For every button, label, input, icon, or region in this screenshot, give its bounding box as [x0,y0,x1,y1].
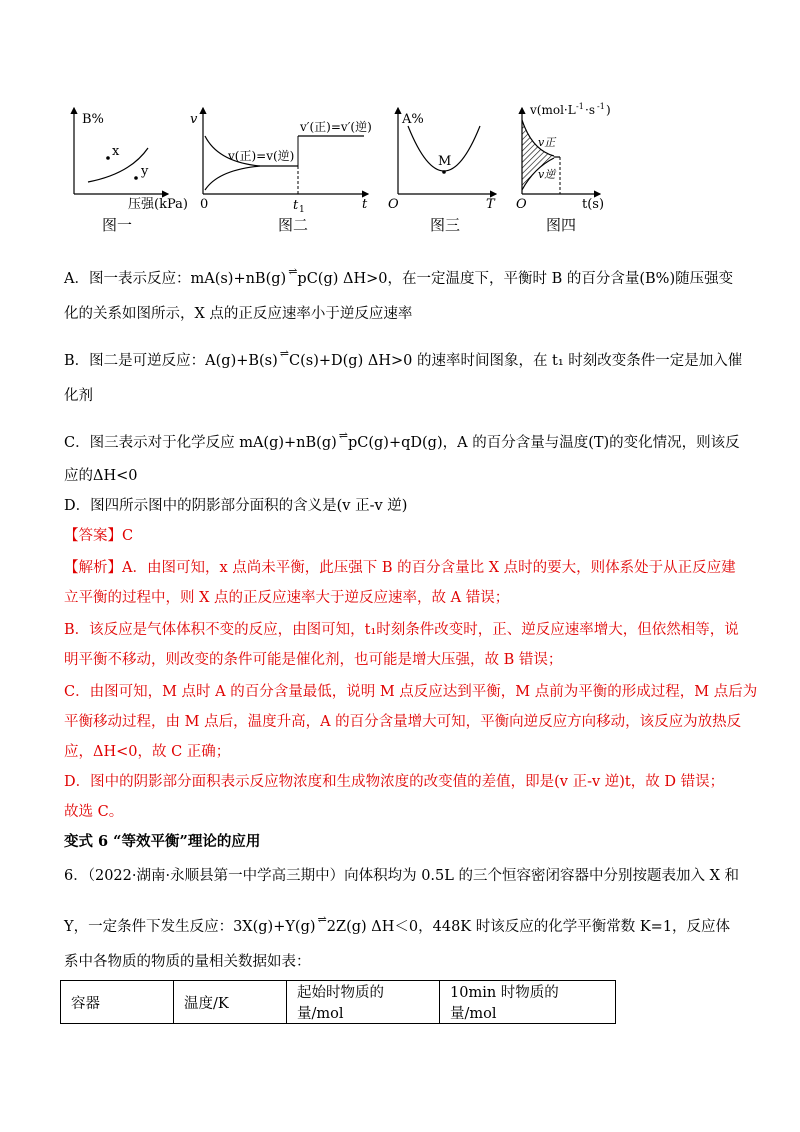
option-a-text-1: A．图一表示反应：mA(s)+nB(g) [64,271,287,287]
analysis-line-9: 故选 C。 [64,804,124,820]
fig3-xlabel: T [486,197,495,212]
fig4-ylabel-mid: ·s [585,103,595,117]
table-header-cell: 温度/K [174,981,287,1024]
table-header-cell: 起始时物质的量/mol [287,981,440,1024]
data-table [60,980,616,1024]
fig4-v-forward: v正 [538,136,556,149]
figure-2 [190,108,372,234]
fig1-xlabel: 压强(kPa) [128,197,188,212]
table-header-cell: 10min 时物质的量/mol [440,981,616,1024]
option-a-text-2: pC(g) ΔH>0，在一定温度下，平衡时 B 的百分含量(B%)随压强变 [297,271,734,287]
option-a-line2: 化的关系如图所示，X 点的正反应速率小于逆反应速率 [64,306,413,322]
fig1-ylabel: B% [82,112,104,127]
figure-1 [74,108,188,234]
answer-label: 【答案】C [64,528,134,544]
fig3-origin: O [388,197,399,212]
analysis-line-7: 应，ΔH<0，故 C 正确； [64,744,231,760]
fig2-curve-label: v(正)=v(逆) [228,149,295,163]
question-6-line3: 系中各物质的物质的量相关数据如表： [64,954,311,970]
fig3-caption: 图三 [430,216,461,234]
option-c-text-2: pC(g)+qD(g)，A 的百分含量与温度(T)的变化情况，则该反 [347,435,740,451]
option-c-line2: 应的ΔH<0 [64,468,138,484]
figures-row [60,98,620,238]
option-c-text-1: C．图三表示对于化学反应 mA(g)+nB(g) [64,435,337,451]
fig4-ylabel-end: ) [606,103,611,117]
analysis-line-3: B．该反应是气体体积不变的反应，由图可知，t₁时刻条件改变时，正、逆反应速率增大，但依然相等，说 [64,622,739,638]
analysis-line-6: 平衡移动过程，由 M 点后，温度升高，A 的百分含量增大可知，平衡向逆反应方向移动，该反应为放热反 [64,714,742,730]
analysis-line-4: 明平衡不移动，则改变的条件可能是催化剂，也可能是增大压强，故 B 错误； [64,652,563,668]
fig1-point-x: x [112,144,120,159]
fig2-ylabel: v [190,112,198,127]
fig3-point-m: M [438,154,452,169]
fig2-t1: t [293,198,299,213]
fig1-point-y: y [141,164,149,179]
fig4-v-reverse: v逆 [538,168,556,181]
analysis-line-2: 立平衡的过程中，则 X 点的正反应速率大于逆反应速率，故 A 错误； [64,590,510,606]
analysis-line-5: C．由图可知，M 点时 A 的百分含量最低，说明 M 点反应达到平衡，M 点前为平衡的形成过程，M 点后为 [64,684,758,700]
fig2-t1-sub: 1 [299,205,305,215]
question-6-text-1: Y，一定条件下发生反应：3X(g)+Y(g) [64,919,316,935]
table-header-row [61,981,616,1024]
equilibrium-arrow-icon: ⇌ [279,347,288,360]
figure-3 [388,108,496,234]
analysis-line-1: 【解析】A．由图可知，x 点尚未平衡，此压强下 B 的百分含量比 X 点时的要大，则体系处于从正反应建 [64,560,736,576]
option-b-text-2: C(s)+D(g) ΔH>0 的速率时间图象，在 t₁ 时刻改变条件一定是加入催 [289,353,743,369]
fig4-caption: 图四 [546,216,577,234]
equilibrium-arrow-icon: ⇌ [317,913,325,926]
section-title: 变式 6 “等效平衡”理论的应用 [64,833,261,850]
fig4-xlabel: t(s) [582,197,605,212]
question-6-line2 [64,910,730,937]
option-b-text-1: B．图二是可逆反应：A(g)+B(s) [64,353,278,369]
fig2-origin: 0 [200,197,209,212]
fig4-ylabel-sup1: -1 [576,102,584,111]
option-a-line1 [64,262,733,289]
question-6-line1: 6．（2022·湖南·永顺县第一中学高三期中）向体积均为 0.5L 的三个恒容密闭容器中分别按题表加入 X 和 [64,868,740,884]
fig2-after-label: v′(正)=v′(逆) [300,120,372,134]
fig2-xlabel: t [362,197,368,212]
option-b-line2: 化剂 [64,388,93,404]
equilibrium-arrow-icon: ⇌ [288,265,296,278]
option-b-line1 [64,344,742,371]
question-6-text-2: 2Z(g) ΔH＜0，448K 时该反应的化学平衡常数 K=1，反应体 [326,919,731,935]
fig4-ylabel-sup2: -1 [597,102,605,111]
fig2-caption: 图二 [278,216,309,234]
figure-4 [516,102,611,234]
fig1-caption: 图一 [102,216,133,234]
fig4-ylabel: v(mol·L [530,103,576,117]
option-c-line1 [64,426,740,453]
fig3-ylabel: A% [402,112,424,127]
fig4-origin: O [516,197,527,212]
analysis-line-8: D．图中的阴影部分面积表示反应物浓度和生成物浓度的改变值的差值，即是(v 正-v 逆)t，故 D 错误； [64,774,725,790]
option-d-line1: D．图四所示图中的阴影部分面积的含义是(v 正-v 逆) [64,498,408,514]
table-header-cell: 容器 [61,981,174,1024]
equilibrium-arrow-icon: ⇌ [338,429,346,442]
